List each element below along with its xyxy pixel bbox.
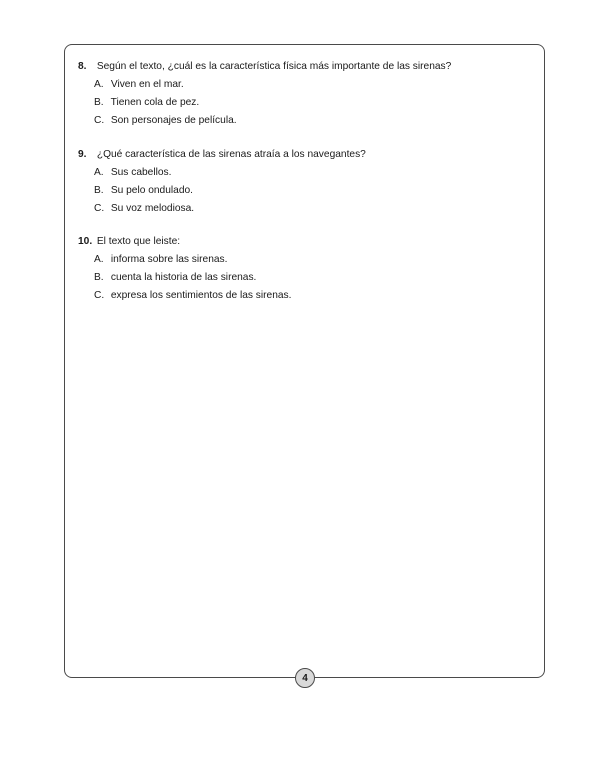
question-10-prompt [78,235,528,248]
option-text: Son personajes de película. [110,115,237,126]
question-10 [78,235,528,302]
option-c[interactable] [78,114,528,127]
option-b[interactable] [78,271,528,284]
option-letter: A. [94,79,104,90]
option-text: Su pelo ondulado. [110,185,193,196]
option-letter: B. [94,97,104,108]
option-b[interactable] [78,96,528,109]
option-c[interactable] [78,289,528,302]
question-text: El texto que leiste: [96,236,181,247]
option-text: Viven en el mar. [110,79,184,90]
option-letter: A. [94,167,104,178]
option-c[interactable] [78,202,528,215]
option-text: informa sobre las sirenas. [110,254,228,265]
option-text: Su voz melodiosa. [110,203,195,214]
question-8 [78,60,528,127]
question-text: ¿Qué característica de las sirenas atraía a los navegantes? [96,149,366,160]
question-text: Según el texto, ¿cuál es la característica física más importante de las sirenas? [96,61,452,72]
question-number: 10. [78,236,93,247]
option-letter: C. [94,203,105,214]
question-8-options [78,78,528,127]
question-9-prompt [78,148,528,161]
option-b[interactable] [78,184,528,197]
option-letter: C. [94,290,105,301]
option-letter: A. [94,254,104,265]
question-8-prompt [78,60,528,73]
page-number: 4 [295,668,315,688]
option-a[interactable] [78,166,528,179]
option-a[interactable] [78,78,528,91]
option-letter: C. [94,115,105,126]
option-a[interactable] [78,253,528,266]
question-number: 9. [78,149,87,160]
option-letter: B. [94,272,104,283]
question-number: 8. [78,61,87,72]
page-frame [64,44,545,678]
option-letter: B. [94,185,104,196]
question-10-options [78,253,528,302]
option-text: Sus cabellos. [110,167,172,178]
option-text: Tienen cola de pez. [110,97,200,108]
option-text: expresa los sentimientos de las sirenas. [110,290,292,301]
question-9 [78,148,528,215]
question-9-options [78,166,528,215]
option-text: cuenta la historia de las sirenas. [110,272,257,283]
